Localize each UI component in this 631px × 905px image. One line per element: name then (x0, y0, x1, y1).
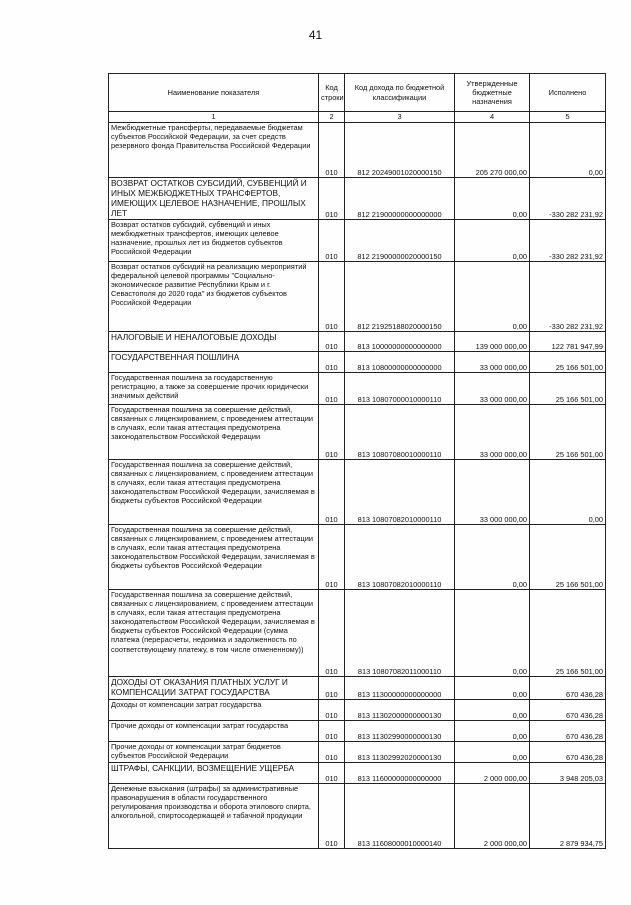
income-classification-code: 813 11302000000000130 (345, 700, 455, 721)
income-classification-code: 813 11302990000000130 (345, 721, 455, 742)
table-header-row (109, 74, 606, 112)
income-classification-code: 812 21925188020000150 (345, 262, 455, 332)
indicator-name: НАЛОГОВЫЕ И НЕНАЛОГОВЫЕ ДОХОДЫ (109, 332, 319, 352)
executed-amount: 670 436,28 (530, 677, 606, 700)
column-number: 2 (319, 112, 345, 123)
executed-amount: -330 282 231,92 (530, 220, 606, 262)
indicator-name: Государственная пошлина за совершение действий, связанных с лицензированием, с проведением аттестации в случаях, если такая аттестация предусмотрена законодательством Российской Федерации (109, 405, 319, 460)
executed-amount: 25 166 501,00 (530, 525, 606, 590)
executed-amount: 25 166 501,00 (530, 405, 606, 460)
page-number: 41 (308, 28, 323, 42)
approved-amount: 33 000 000,00 (455, 405, 530, 460)
approved-amount: 33 000 000,00 (455, 460, 530, 525)
table-row (109, 700, 606, 721)
indicator-name: Государственная пошлина за совершение действий, связанных с лицензированием, с проведением аттестации в случаях, если такая аттестация предусмотрена законодательством Российской Федерации, зачисляемая в бюджеты субъектов Российской Федерации (109, 525, 319, 590)
executed-amount: -330 282 231,92 (530, 178, 606, 220)
table-row (109, 262, 606, 332)
header-executed: Исполнено (530, 74, 606, 112)
table-row (109, 590, 606, 677)
row-code: 010 (319, 220, 345, 262)
executed-amount: 25 166 501,00 (530, 373, 606, 405)
row-code: 010 (319, 763, 345, 784)
row-code: 010 (319, 352, 345, 373)
indicator-name: ГОСУДАРСТВЕННАЯ ПОШЛИНА (109, 352, 319, 373)
income-classification-code: 812 20249001020000150 (345, 123, 455, 178)
row-code: 010 (319, 525, 345, 590)
income-classification-code: 813 11300000000000000 (345, 677, 455, 700)
income-classification-code: 813 11600000000000000 (345, 763, 455, 784)
column-number: 5 (530, 112, 606, 123)
table-row (109, 332, 606, 352)
indicator-name: Государственная пошлина за совершение действий, связанных с лицензированием, с проведением аттестации в случаях, если такая аттестация предусмотрена законодательством Российской Федерации, зачисляемая в бюджеты субъектов Российской Федерации (109, 460, 319, 525)
income-classification-code: 813 11608000010000140 (345, 784, 455, 849)
approved-amount: 0,00 (455, 700, 530, 721)
indicator-name: ВОЗВРАТ ОСТАТКОВ СУБСИДИЙ, СУБВЕНЦИЙ И ИНЫХ МЕЖБЮДЖЕТНЫХ ТРАНСФЕРТОВ, ИМЕЮЩИХ ЦЕЛЕВОЕ НАЗНАЧЕНИЕ, ПРОШЛЫХ ЛЕТ (109, 178, 319, 220)
column-number: 3 (345, 112, 455, 123)
header-income-code: Код дохода по бюджетной классификации (345, 74, 455, 112)
executed-amount: 25 166 501,00 (530, 352, 606, 373)
row-code: 010 (319, 742, 345, 763)
indicator-name: Денежные взыскания (штрафы) за административные правонарушения в области государственного регулирования производства и оборота этилового спирта, алкогольной, спиртосодержащей и табачной продукции (109, 784, 319, 849)
indicator-name: Возврат остатков субсидий на реализацию мероприятий федеральной целевой программы "Социально-экономическое развитие Республики Крым и г. Севастополя до 2020 года" из бюджетов субъектов Российской Федерации (109, 262, 319, 332)
income-classification-code: 813 10807082010000110 (345, 460, 455, 525)
indicator-name: Государственная пошлина за государственную регистрацию, а также за совершение прочих юридически значимых действий (109, 373, 319, 405)
approved-amount: 0,00 (455, 742, 530, 763)
indicator-name: ДОХОДЫ ОТ ОКАЗАНИЯ ПЛАТНЫХ УСЛУГ И КОМПЕНСАЦИИ ЗАТРАТ ГОСУДАРСТВА (109, 677, 319, 700)
approved-amount: 139 000 000,00 (455, 332, 530, 352)
table-row (109, 352, 606, 373)
row-code: 010 (319, 123, 345, 178)
row-code: 010 (319, 405, 345, 460)
income-classification-code: 813 10000000000000000 (345, 332, 455, 352)
table-row (109, 742, 606, 763)
table-row (109, 460, 606, 525)
approved-amount: 0,00 (455, 677, 530, 700)
income-classification-code: 812 21900000000000000 (345, 178, 455, 220)
row-code: 010 (319, 332, 345, 352)
executed-amount: 25 166 501,00 (530, 590, 606, 677)
approved-amount: 2 000 000,00 (455, 784, 530, 849)
approved-amount: 0,00 (455, 220, 530, 262)
table-row (109, 178, 606, 220)
income-classification-code: 812 21900000020000150 (345, 220, 455, 262)
income-classification-code: 813 10807082011000110 (345, 590, 455, 677)
executed-amount: 3 948 205,03 (530, 763, 606, 784)
income-classification-code: 813 10807080010000110 (345, 405, 455, 460)
indicator-name: Государственная пошлина за совершение действий, связанных с лицензированием, с проведением аттестации в случаях, если такая аттестация предусмотрена законодательством Российской Федерации, зачисляемая в бюджеты субъектов Российской Федерации (сумма платежа (перерасчеты, недоимка и задолженность по соответствующему платежу, в том числе отмененному)) (109, 590, 319, 677)
approved-amount: 33 000 000,00 (455, 352, 530, 373)
row-code: 010 (319, 677, 345, 700)
row-code: 010 (319, 373, 345, 405)
executed-amount: 0,00 (530, 460, 606, 525)
executed-amount: 670 436,28 (530, 721, 606, 742)
table-row (109, 677, 606, 700)
header-approved: Утвержденные бюджетные назначения (455, 74, 530, 112)
budget-execution-table (108, 73, 606, 849)
executed-amount: 670 436,28 (530, 700, 606, 721)
table-row (109, 220, 606, 262)
row-code: 010 (319, 178, 345, 220)
approved-amount: 0,00 (455, 178, 530, 220)
row-code: 010 (319, 784, 345, 849)
row-code: 010 (319, 460, 345, 525)
approved-amount: 33 000 000,00 (455, 373, 530, 405)
table-row (109, 525, 606, 590)
executed-amount: 2 879 934,75 (530, 784, 606, 849)
indicator-name: ШТРАФЫ, САНКЦИИ, ВОЗМЕЩЕНИЕ УЩЕРБА (109, 763, 319, 784)
approved-amount: 0,00 (455, 590, 530, 677)
indicator-name: Прочие доходы от компенсации затрат государства (109, 721, 319, 742)
table-row (109, 763, 606, 784)
indicator-name: Возврат остатков субсидий, субвенций и иных межбюджетных трансфертов, имеющих целевое назначение, прошлых лет из бюджетов субъектов Российской Федерации (109, 220, 319, 262)
table-row (109, 721, 606, 742)
table-row (109, 373, 606, 405)
row-code: 010 (319, 700, 345, 721)
row-code: 010 (319, 721, 345, 742)
executed-amount: 670 436,28 (530, 742, 606, 763)
indicator-name: Прочие доходы от компенсации затрат бюджетов субъектов Российской Федерации (109, 742, 319, 763)
indicator-name: Межбюджетные трансферты, передаваемые бюджетам субъектов Российской Федерации, за счет средств резервного фонда Правительства Российской Федерации (109, 123, 319, 178)
row-code: 010 (319, 590, 345, 677)
table-body (109, 123, 606, 849)
indicator-name: Доходы от компенсации затрат государства (109, 700, 319, 721)
approved-amount: 0,00 (455, 262, 530, 332)
table-row (109, 405, 606, 460)
approved-amount: 0,00 (455, 721, 530, 742)
income-classification-code: 813 11302992020000130 (345, 742, 455, 763)
income-classification-code: 813 10807000010000110 (345, 373, 455, 405)
column-number: 1 (109, 112, 319, 123)
approved-amount: 0,00 (455, 525, 530, 590)
table-row (109, 784, 606, 849)
column-number-row (109, 112, 606, 123)
row-code: 010 (319, 262, 345, 332)
header-name: Наименование показателя (109, 74, 319, 112)
executed-amount: 122 781 947,99 (530, 332, 606, 352)
approved-amount: 205 270 000,00 (455, 123, 530, 178)
executed-amount: -330 282 231,92 (530, 262, 606, 332)
income-classification-code: 813 10800000000000000 (345, 352, 455, 373)
executed-amount: 0,00 (530, 123, 606, 178)
header-row-code: Код строки (319, 74, 345, 112)
approved-amount: 2 000 000,00 (455, 763, 530, 784)
income-classification-code: 813 10807082010000110 (345, 525, 455, 590)
table-row (109, 123, 606, 178)
column-number: 4 (455, 112, 530, 123)
